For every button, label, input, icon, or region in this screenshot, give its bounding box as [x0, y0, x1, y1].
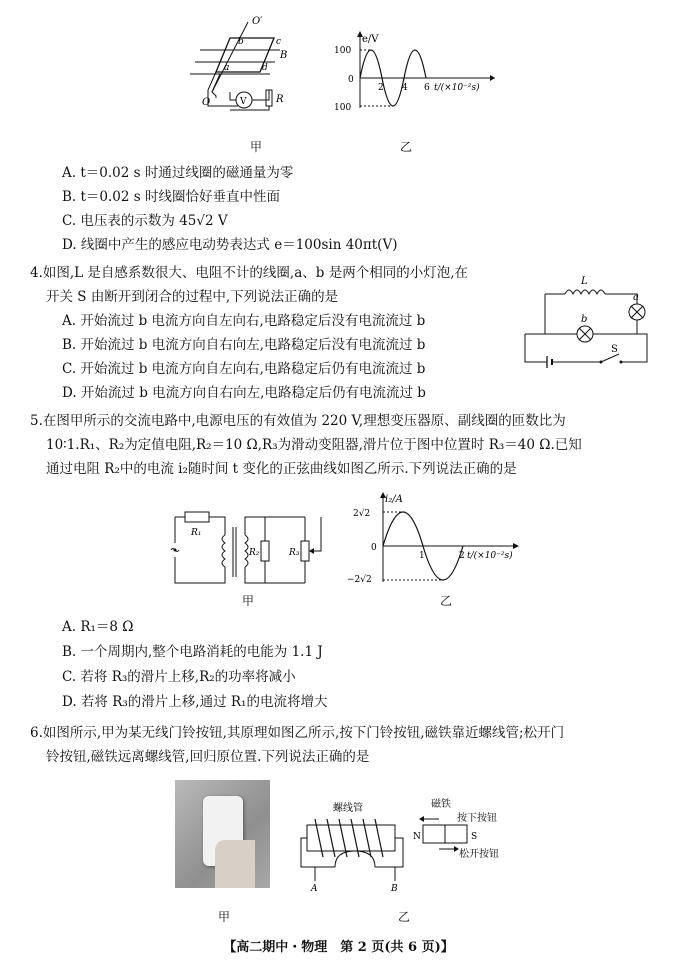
q5-current-graph	[345, 490, 525, 585]
y-tick-zero: 0	[348, 75, 354, 85]
q5-stem-line-1: 5.在图甲所示的交流电路中,电源电压的有效值为 220 V,理想变压器原、副线圈的匝数比为	[30, 413, 566, 429]
q6-fig-yi-caption: 乙	[398, 910, 411, 924]
label-b: b	[238, 37, 244, 47]
y-tick-top: 100	[334, 46, 352, 56]
voltmeter-label: V	[240, 97, 247, 107]
q5-option-d: D. 若将 R₃的滑片上移,通过 R₁的电流将增大	[62, 694, 328, 710]
y-tick-bottom: −2√2	[347, 575, 372, 585]
label-r: R	[276, 94, 284, 105]
q3-option-d: D. 线圈中产生的感应电动势表达式 e＝100sin 40πt(V)	[62, 237, 398, 253]
label-terminal-a: A	[311, 884, 318, 894]
q5-option-b: B. 一个周期内,整个电路消耗的电能为 1.1 J	[62, 644, 323, 660]
q4-option-d: D. 开始流过 b 电流方向自右向左,电路稳定后仍有电流流过 b	[62, 385, 426, 401]
q5-stem-line-3: 通过电阻 R₂中的电流 i₂随时间 t 变化的正弦曲线如图乙所示.下列说法正确的是	[46, 461, 517, 477]
label-terminal-b: B	[391, 884, 398, 894]
q4-option-a: A. 开始流过 b 电流方向自左向右,电路稳定后没有电流流过 b	[62, 313, 426, 329]
q3-option-a: A. t＝0.02 s 时通过线圈的磁通量为零	[62, 165, 294, 181]
label-c: c	[276, 37, 282, 47]
label-r1: R₁	[191, 528, 202, 538]
y-tick-top: 2√2	[353, 509, 371, 519]
q3-coil-generator-figure	[190, 10, 310, 115]
q5-fig-jia-caption: 甲	[242, 594, 255, 608]
q4-circuit-figure	[515, 272, 655, 374]
label-b-field: B	[280, 50, 288, 61]
y-tick-zero: 0	[371, 543, 377, 553]
q6-solenoid-diagram	[295, 795, 515, 895]
label-magnet: 磁铁	[431, 799, 451, 810]
label-s-pole: S	[471, 832, 478, 842]
q5-transformer-circuit	[165, 505, 330, 590]
q3-option-c: C. 电压表的示数为 45√2 V	[62, 213, 228, 229]
y-axis-label: e/V	[362, 34, 379, 45]
hand-shape	[215, 840, 255, 888]
label-d: d	[262, 63, 268, 73]
doorbell-photo	[175, 780, 270, 888]
q4-stem-line-1: 4.如图,L 是自感系数很大、电阻不计的线圈,a、b 是两个相同的小灯泡,在	[30, 265, 468, 281]
q3-fig-jia-caption: 甲	[250, 140, 263, 154]
q4-stem-line-2: 开关 S 由断开到闭合的过程中,下列说法正确的是	[46, 289, 339, 305]
label-release-button: 松开按钮	[459, 849, 499, 860]
x-tick-4: 4	[402, 83, 408, 93]
y-tick-bottom: 100	[334, 103, 352, 113]
x-tick-1: 1	[419, 551, 425, 561]
label-press-button: 按下按钮	[457, 813, 497, 824]
x-axis-label: t/(×10⁻²s)	[467, 551, 513, 561]
q4-option-c: C. 开始流过 b 电流方向自左向右,电路稳定后仍有电流流过 b	[62, 361, 426, 377]
x-tick-2: 2	[378, 83, 384, 93]
page-footer: 【高二期中・物理 第 2 页(共 6 页)】	[223, 940, 454, 955]
q6-stem-line-1: 6.如图所示,甲为某无线门铃按钮,其原理如图乙所示,按下门铃按钮,磁铁靠近螺线管;松开门	[30, 725, 565, 741]
q6-stem-line-2: 铃按钮,磁铁远离螺线管,回归原位置.下列说法正确的是	[46, 749, 370, 765]
q5-option-c: C. 若将 R₃的滑片上移,R₂的功率将减小	[62, 669, 296, 685]
q5-stem-line-2: 10∶1.R₁、R₂为定值电阻,R₂＝10 Ω,R₃为滑动变阻器,滑片位于图中位置时 R₃＝40 Ω.已知	[46, 437, 582, 453]
q4-option-b: B. 开始流过 b 电流方向自右向左,电路稳定后没有电流流过 b	[62, 337, 426, 353]
q3-fig-yi-caption: 乙	[400, 140, 413, 154]
x-axis-label: t/(×10⁻²s)	[434, 83, 480, 93]
q5-option-a: A. R₁＝8 Ω	[62, 619, 134, 635]
y-axis-label: i₂/A	[385, 494, 403, 505]
label-n-pole: N	[413, 832, 421, 842]
label-lamp-b: b	[581, 314, 588, 325]
x-tick-6: 6	[424, 83, 430, 93]
label-a: a	[224, 63, 230, 73]
x-tick-2: 2	[459, 551, 465, 561]
label-solenoid: 螺线管	[333, 803, 363, 814]
q6-fig-jia-caption: 甲	[218, 910, 231, 924]
q3-emf-graph	[330, 28, 500, 113]
label-o: O	[202, 97, 211, 108]
label-switch-s: S	[611, 344, 618, 355]
label-r3: R₃	[289, 548, 300, 558]
label-lamp-a: a	[633, 292, 639, 303]
label-r2: R₂	[249, 548, 260, 558]
label-l: L	[581, 276, 588, 287]
q3-option-b: B. t＝0.02 s 时线圈恰好垂直中性面	[62, 189, 280, 205]
label-o-prime: O′	[252, 16, 263, 27]
q5-fig-yi-caption: 乙	[440, 594, 453, 608]
